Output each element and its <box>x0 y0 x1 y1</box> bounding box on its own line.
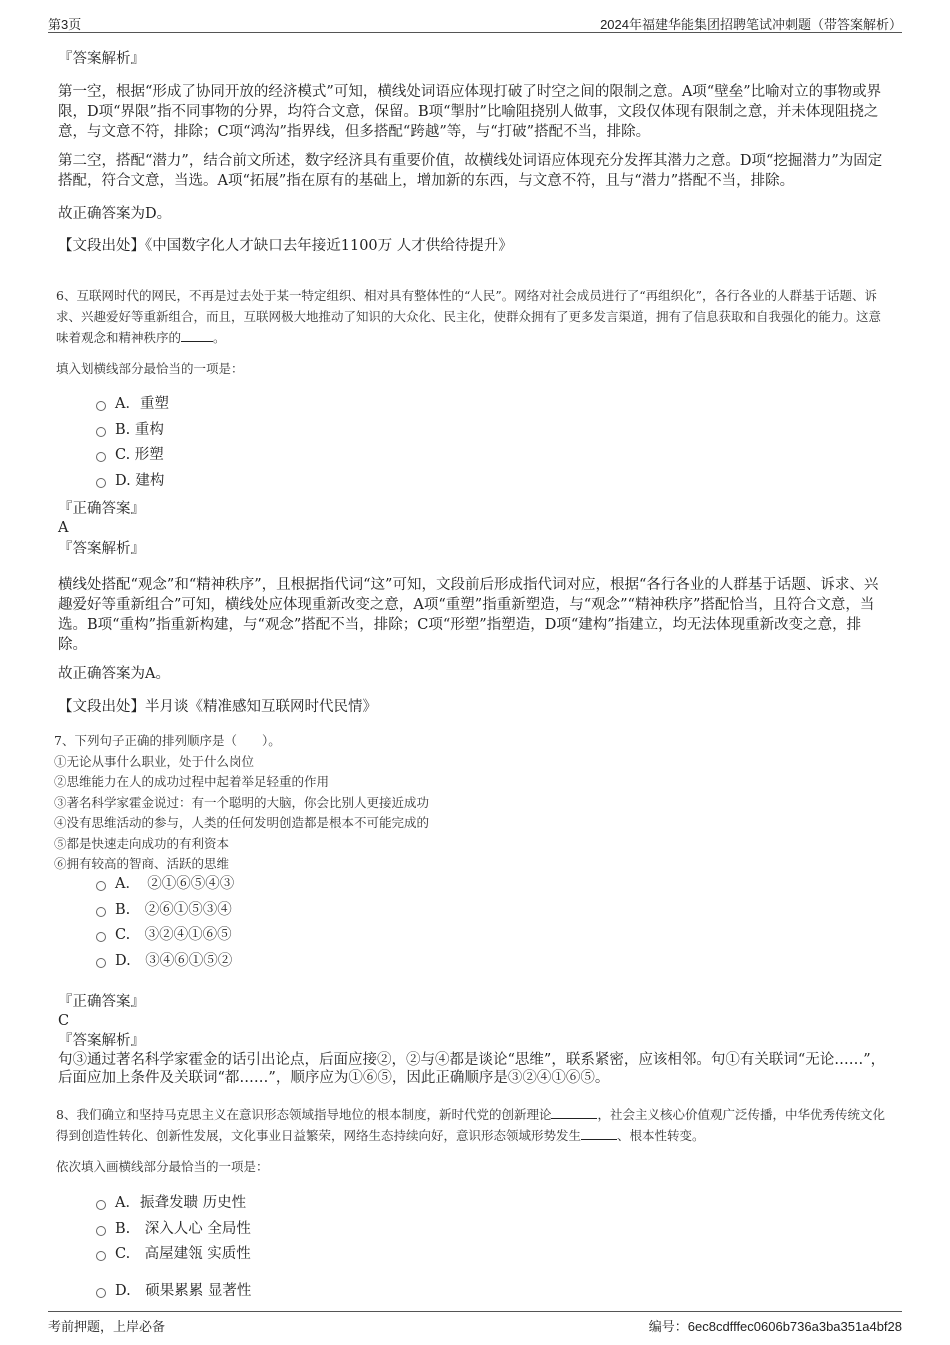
document-title: 2024年福建华能集团招聘笔试冲刺题（带答案解析） <box>600 17 902 32</box>
radio-button-icon[interactable] <box>96 907 106 917</box>
question-6-source: 【文段出处】半月谈《精准感知互联网时代民情》 <box>58 699 377 715</box>
correct-answer: C <box>58 1013 70 1029</box>
question-8-prompt: 依次填入画横线部分最恰当的一项是： <box>56 1159 269 1174</box>
question-6-stem: 6、互联网时代的网民，不再是过去处于某一特定组织、相对具有整体性的“人民”。网络对社会成员进行了“再组织化”，各行各业的人群基于话题、诉求、兴趣爱好等重新组合，而且，互联网极大地推动了知识的大众化、民主化，使群众拥有了更多发言渠道，拥有了信息获取和自我强化的能力。这意味着观念和精神秩序的 。 <box>56 288 882 345</box>
radio-button-icon[interactable] <box>96 932 106 942</box>
page-footer <box>48 1311 902 1334</box>
question-6-conclusion: 故正确答案为A。 <box>58 666 170 682</box>
question-7-stem: 7、下列句子正确的排列顺序是（ ）。 <box>54 733 281 748</box>
analysis-paragraph-1: 第一空，根据“形成了协同开放的经济模式”可知，横线处词语应体现打破了时空之间的限制之意。A项“壁垒”比喻对立的事物或界限，D项“界限”指不同事物的分界，均符合文意，保留。B项“掣肘”比喻阻挠别人做事，文段仅体现有限制之意，并未体现阻挠之意，与文意不符，排除；C项“鸿沟”指界线，但多搭配“跨越”等，与“打破”搭配不当，排除。 <box>58 84 882 140</box>
document-code: 编号：6ec8cdfffec0606b736a3ba351a4bf28 <box>648 1319 902 1334</box>
radio-button-icon[interactable] <box>96 1226 106 1236</box>
radio-button-icon[interactable] <box>96 1200 106 1210</box>
question-8-stem: 8、我们确立和坚持马克思主义在意识形态领域指导地位的根本制度，新时代党的创新理论 ，社会主义核心价值观广泛传播，中华优秀传统文化得到创造性转化、创新性发展，文化事业日益繁荣，网络生态持续向好，意识形态领域形势发生 、根本性转变。 <box>56 1107 885 1143</box>
option-c[interactable]: C. 形塑 <box>96 443 169 469</box>
option-a[interactable]: A． ②①⑥⑤④③ <box>96 872 234 898</box>
analysis-heading: 『答案解析』 <box>58 541 145 557</box>
radio-button-icon[interactable] <box>96 427 106 437</box>
option-a[interactable]: A．振聋发聩 历史性 <box>96 1191 251 1217</box>
radio-button-icon[interactable] <box>96 478 106 488</box>
option-b[interactable]: B. ②⑥①⑤③④ <box>96 898 234 924</box>
option-b[interactable]: B. 深入人心 全局性 <box>96 1217 251 1243</box>
sentence-item: ③著名科学家霍金说过：有一个聪明的大脑，你会比别人更接近成功 <box>54 794 430 810</box>
option-a[interactable]: A．重塑 <box>96 392 169 418</box>
sentence-item: ①无论从事什么职业，处于什么岗位 <box>54 753 255 769</box>
analysis-heading: 『答案解析』 <box>58 51 145 67</box>
option-d[interactable]: D. 硕果累累 显著性 <box>96 1279 251 1305</box>
radio-button-icon[interactable] <box>96 958 106 968</box>
analysis-heading: 『答案解析』 <box>58 1033 145 1049</box>
page-header <box>48 12 902 33</box>
option-c[interactable]: C. 高屋建瓴 实质性 <box>96 1242 251 1268</box>
footer-slogan: 考前押题，上岸必备 <box>48 1319 166 1334</box>
sentence-item: ④没有思维活动的参与，人类的任何发明创造都是根本不可能完成的 <box>54 815 430 830</box>
page-number: 第3页 <box>48 17 82 32</box>
blank-line <box>181 329 213 342</box>
blank-line <box>551 1106 597 1119</box>
blank-line <box>581 1127 617 1140</box>
radio-button-icon[interactable] <box>96 881 106 891</box>
question-6-options <box>96 392 169 494</box>
sentence-item: ⑤都是快速走向成功的有利资本 <box>54 835 230 851</box>
correct-answer-heading: 『正确答案』 <box>58 994 145 1010</box>
question-8-options <box>96 1191 251 1304</box>
correct-answer-heading: 『正确答案』 <box>58 501 145 517</box>
option-d[interactable]: D. ③④⑥①⑤② <box>96 949 234 975</box>
question-7-analysis: 句③通过著名科学家霍金的话引出论点，后面应接②，②与④都是谈论“思维”，联系紧密，应该相邻。句①有关联词“无论……”，后面应加上条件及关联词“都……”，顺序应为①⑥⑤，因此正确顺序是③②④①⑥⑤。 <box>58 1052 886 1086</box>
source-citation: 【文段出处】《中国数字化人才缺口去年接近1100万 人才供给待提升》 <box>58 238 513 254</box>
radio-button-icon[interactable] <box>96 1288 106 1298</box>
option-b[interactable]: B. 重构 <box>96 418 169 444</box>
sentence-item: ②思维能力在人的成功过程中起着举足轻重的作用 <box>54 774 330 789</box>
option-c[interactable]: C. ③②④①⑥⑤ <box>96 923 234 949</box>
correct-answer: A <box>58 520 69 536</box>
radio-button-icon[interactable] <box>96 452 106 462</box>
radio-button-icon[interactable] <box>96 1251 106 1261</box>
question-7-options <box>96 872 234 974</box>
option-d[interactable]: D. 建构 <box>96 469 169 495</box>
analysis-conclusion: 故正确答案为D。 <box>58 206 172 222</box>
radio-button-icon[interactable] <box>96 401 106 411</box>
analysis-paragraph-2: 第二空，搭配“潜力”，结合前文所述，数字经济具有重要价值，故横线处词语应体现充分发挥其潜力之意。D项“挖掘潜力”为固定搭配，符合文意，当选。A项“拓展”指在原有的基础上，增加新的东西，与文意不符，且与“潜力”搭配不当，排除。 <box>58 153 883 189</box>
question-6-analysis: 横线处搭配“观念”和“精神秩序”，且根据指代词“这”可知，文段前后形成指代词对应，根据“各行各业的人群基于话题、诉求、兴趣爱好等重新组合”可知，横线处应体现重新改变之意，A项“重塑”指重新塑造，与“观念”“精神秩序”搭配恰当，且符合文意，当选。B项“重构”指重新构建，与“观念”搭配不当，排除；C项“形塑”指塑造，D项“建构”指建立，均无法体现重新改变之意，排除。 <box>58 577 879 653</box>
question-6-prompt: 填入划横线部分最恰当的一项是： <box>56 361 244 376</box>
sentence-item: ⑥拥有较高的智商、活跃的思维 <box>54 856 230 871</box>
